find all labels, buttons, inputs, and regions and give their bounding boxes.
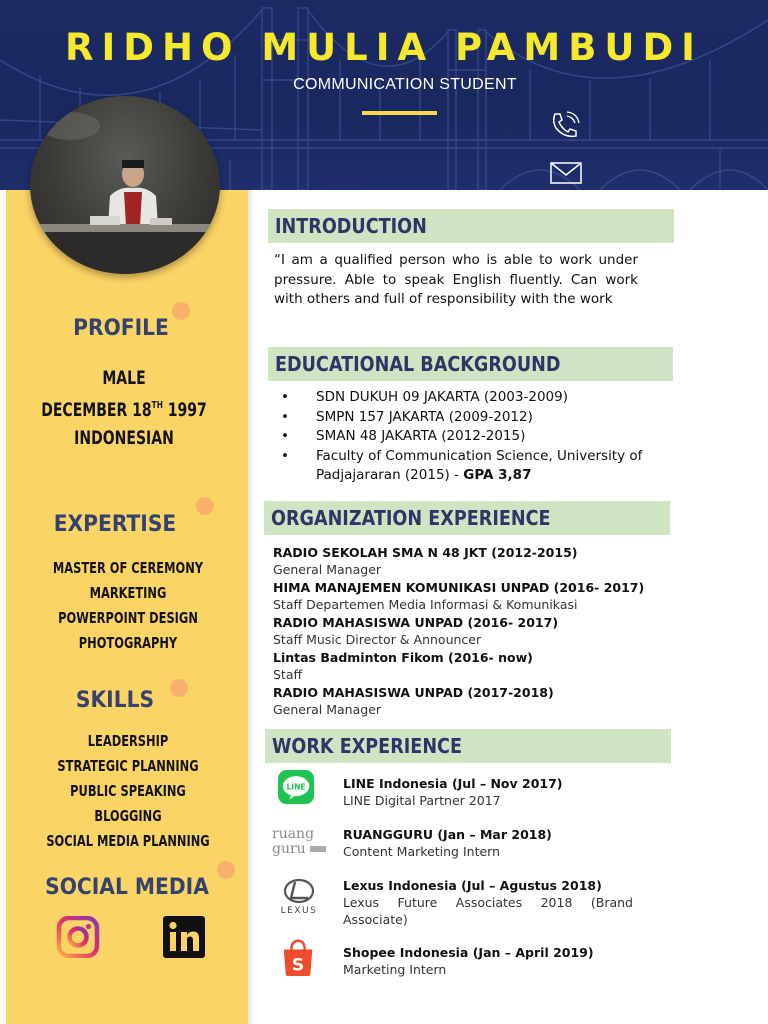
- expertise-item: MARKETING: [89, 584, 167, 602]
- work-role: Content Marketing Intern: [343, 844, 501, 859]
- organization-heading: [264, 501, 670, 535]
- candidate-name: RIDHO MULIA PAMBUDI: [65, 26, 703, 69]
- work-title: LINE Indonesia (Jul – Nov 2017): [343, 776, 563, 791]
- skill-item: LEADERSHIP: [87, 732, 169, 750]
- work-item: [343, 775, 643, 809]
- expertise-list: [0, 556, 256, 656]
- work-item: [343, 944, 643, 978]
- organization-role: Staff Departemen Media Informasi & Komunikasi: [273, 597, 578, 612]
- introduction-text: “I am a qualified person who is able to work under pressure. Able to speak English fluently. Can work with others and full of responsibility with the work: [274, 252, 638, 307]
- birth-day: DECEMBER 18: [41, 399, 152, 421]
- social-media-heading: SOCIAL MEDIA: [45, 875, 209, 900]
- organization-title: RADIO MAHASISWA UNPAD (2016- 2017): [273, 615, 559, 630]
- work-title: Shopee Indonesia (Jan – April 2019): [343, 945, 594, 960]
- profile-photo: [30, 96, 220, 274]
- skill-item: BLOGGING: [94, 807, 162, 825]
- ruangguru-logo: [270, 825, 330, 857]
- work-title: RUANGGURU (Jan – Mar 2018): [343, 827, 552, 842]
- organization-role: General Manager: [273, 562, 382, 577]
- introduction-heading: [268, 209, 674, 243]
- expertise-item: MASTER OF CEREMONY: [52, 559, 204, 577]
- education-item-university: [276, 447, 666, 486]
- education-item: • SDN DUKUH 09 JAKARTA (2003-2009): [276, 388, 666, 408]
- work-role: LINE Digital Partner 2017: [343, 793, 501, 808]
- gpa-value: GPA 3,87: [463, 467, 532, 483]
- organization-role: Staff Music Director & Announcer: [273, 632, 482, 647]
- organization-title: HIMA MANAJEMEN KOMUNIKASI UNPAD (2016- 2017): [273, 580, 645, 595]
- work-title: Lexus Indonesia (Jul – Agustus 2018): [343, 878, 602, 893]
- birth-year: 1997: [162, 399, 207, 421]
- work-role: Marketing Intern: [343, 962, 447, 977]
- linkedin-icon[interactable]: [162, 916, 206, 958]
- education-item: • SMPN 157 JAKARTA (2009-2012): [276, 408, 666, 428]
- skills-list: [0, 729, 256, 854]
- organization-title: RADIO SEKOLAH SMA N 48 JKT (2012-2015): [273, 545, 578, 560]
- education-heading: [268, 347, 673, 381]
- organization-title: RADIO MAHASISWA UNPAD (2017-2018): [273, 685, 554, 700]
- skills-heading: SKILLS: [75, 688, 155, 713]
- birth-day-suffix: TH: [151, 400, 163, 411]
- title-underline: [362, 111, 437, 115]
- skill-item: STRATEGIC PLANNING: [57, 757, 199, 775]
- organization-list: [273, 544, 673, 719]
- expertise-item: POWERPOINT DESIGN: [58, 609, 198, 627]
- profile-list: [0, 364, 248, 452]
- work-item: [343, 877, 633, 928]
- candidate-title: COMMUNICATION STUDENT: [293, 76, 517, 93]
- university-text: Faculty of Communication Science, University of Padjajararan (2015) -: [316, 447, 643, 483]
- education-heading-text: EDUCATIONAL BACKGROUND: [275, 352, 561, 376]
- work-item: [343, 826, 643, 860]
- ruangguru-logo-top: ruang: [272, 826, 315, 842]
- mail-icon[interactable]: [549, 158, 583, 188]
- line-logo: [278, 770, 316, 806]
- shopee-logo: [280, 938, 318, 978]
- work-heading-text: WORK EXPERIENCE: [272, 734, 463, 758]
- profile-gender: MALE: [102, 367, 146, 389]
- organization-title: Lintas Badminton Fikom (2016- now): [273, 650, 533, 665]
- skill-item: PUBLIC SPEAKING: [70, 782, 186, 800]
- education-item: • SMAN 48 JAKARTA (2012-2015): [276, 427, 666, 447]
- profile-nationality: INDONESIAN: [74, 427, 174, 449]
- skill-item: SOCIAL MEDIA PLANNING: [46, 832, 210, 850]
- profile-birthdate: [22, 392, 225, 424]
- expertise-item: PHOTOGRAPHY: [78, 634, 178, 652]
- instagram-icon[interactable]: [56, 916, 100, 958]
- organization-role: Staff: [273, 667, 303, 682]
- phone-icon[interactable]: [548, 110, 582, 140]
- lexus-logo-text: LEXUS: [280, 906, 318, 916]
- shopee-logo-text: S: [291, 955, 305, 976]
- line-logo-text: LINE: [286, 782, 306, 792]
- lexus-logo: [268, 876, 330, 916]
- expertise-heading: EXPERTISE: [53, 512, 177, 537]
- work-role: Lexus Future Associates 2018 (Brand Associate): [343, 895, 633, 927]
- organization-heading-text: ORGANIZATION EXPERIENCE: [271, 506, 551, 530]
- organization-role: General Manager: [273, 702, 382, 717]
- ruangguru-logo-bottom: guru: [272, 841, 306, 857]
- profile-heading: PROFILE: [73, 316, 169, 341]
- education-list: [276, 388, 666, 486]
- introduction-heading-text: INTRODUCTION: [275, 214, 427, 238]
- work-heading: [265, 729, 671, 763]
